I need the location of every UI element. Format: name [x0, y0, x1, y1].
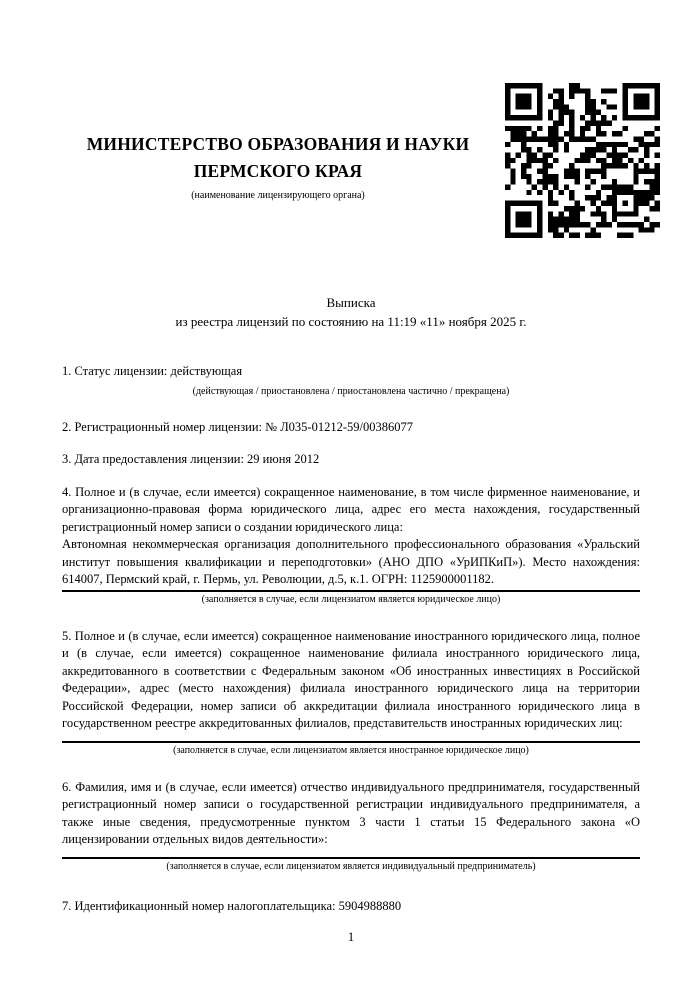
fill-in-rule-legal-entity	[62, 590, 640, 592]
fill-in-rule-foreign-entity	[62, 741, 640, 743]
item-6-caption: (заполняется в случае, если лицензиатом является индивидуальный предприниматель)	[166, 860, 536, 872]
item-1-caption: (действующая / приостановлена / приостановлена частично / прекращена)	[192, 385, 510, 397]
item-4-legal-entity-intro: 4. Полное и (в случае, если имеется) сокращенное наименование, в том числе фирменное наименование, и организационно-правовая форма юридического лица, адрес его места нахождения, государственный регистрационный номер записи о создании юридического лица:	[62, 484, 640, 534]
document-title	[62, 294, 640, 331]
authority-name-line1: МИНИСТЕРСТВО ОБРАЗОВАНИЯ И НАУКИ	[86, 134, 470, 154]
page-number: 1	[347, 930, 355, 944]
item-5-caption: (заполняется в случае, если лицензиатом является иностранное юридическое лицо)	[173, 744, 529, 756]
item-2-registration-number: 2. Регистрационный номер лицензии: № Л035-01212-59/00386077	[62, 419, 413, 434]
title-line2: из реестра лицензий по состоянию на 11:19 «11» ноября 2025 г.	[175, 313, 527, 329]
authority-name-caption: (наименование лицензирующего органа)	[191, 190, 365, 201]
issuing-authority-header	[62, 131, 494, 202]
fill-in-rule-entrepreneur	[62, 857, 640, 859]
item-4-legal-entity-value: Автономная некоммерческая организация дополнительного профессионального образования «Уральский институт повышения квалификации и переподготовки» (АНО ДПО «УрИПКиП»). Место нахождения: 614007, Пермский край, г. Пермь, ул. Революции, д.5, к.1. ОГРН: 1125900001182.	[62, 537, 640, 586]
item-4-caption: (заполняется в случае, если лицензиатом является юридическое лицо)	[201, 593, 501, 605]
item-6-entrepreneur-intro: 6. Фамилия, имя и (в случае, если имеется) отчество индивидуального предпринимателя, государственный регистрационный номер записи о государственной регистрации индивидуального предпринимателя, а также иные сведения, предусмотренные пунктом 3 части 1 статьи 15 Федерального закона «О лицензировании отдельных видов деятельности»:	[62, 779, 640, 846]
item-5-foreign-entity-intro: 5. Полное и (в случае, если имеется) сокращенное наименование иностранного юридического лица, полное и (в случае, если имеется) сокращенное наименование филиала иностранного юридического лица, аккредитованного в соответствии с Федеральным законом «Об иностранных инвестициях в Российской Федерации», адрес (место нахождения) филиала иностранного юридического лица на территории Российской Федерации, номер записи об аккредитации филиала иностранного юридического лица в государственном реестре аккредитованных филиалов, представительств иностранных юридических лиц:	[62, 628, 640, 730]
item-1-license-status: 1. Статус лицензии: действующая	[62, 364, 243, 378]
document-content	[62, 0, 640, 946]
item-7-taxpayer-number: 7. Идентификационный номер налогоплательщика: 5904988880	[62, 898, 402, 913]
authority-name-line2: ПЕРМСКОГО КРАЯ	[193, 161, 363, 181]
item-3-grant-date: 3. Дата предоставления лицензии: 29 июня 2012	[62, 452, 320, 466]
title-line1: Выписка	[326, 295, 376, 310]
